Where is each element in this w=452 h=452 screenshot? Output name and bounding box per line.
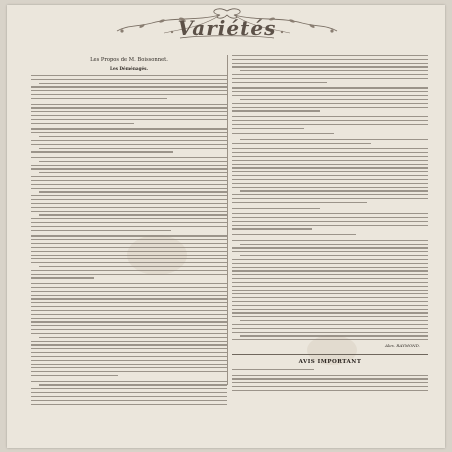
text-line bbox=[31, 302, 227, 303]
text-line bbox=[232, 375, 428, 376]
text-line bbox=[31, 291, 227, 292]
text-line bbox=[39, 191, 227, 192]
text-line bbox=[31, 360, 227, 361]
text-line bbox=[240, 139, 428, 140]
column-divider bbox=[227, 55, 228, 385]
text-line bbox=[232, 217, 428, 218]
text-line bbox=[240, 255, 428, 256]
right-column bbox=[232, 55, 428, 394]
text-line bbox=[31, 180, 227, 181]
text-line bbox=[39, 384, 227, 385]
text-line bbox=[232, 305, 428, 306]
text-line bbox=[240, 190, 428, 191]
text-line bbox=[240, 320, 428, 321]
text-line bbox=[31, 165, 227, 166]
text-line bbox=[39, 148, 227, 149]
text-line bbox=[31, 188, 227, 189]
article-signature: Alex. RAYMOND. bbox=[385, 343, 420, 349]
text-line bbox=[31, 314, 227, 315]
text-line bbox=[232, 274, 428, 275]
text-line bbox=[232, 171, 428, 172]
text-line bbox=[232, 324, 428, 325]
text-line bbox=[31, 79, 227, 80]
text-line bbox=[31, 396, 227, 397]
text-line bbox=[31, 168, 227, 169]
text-line bbox=[232, 66, 428, 67]
text-line bbox=[232, 251, 428, 252]
text-line bbox=[232, 63, 428, 64]
text-line bbox=[232, 247, 428, 248]
text-line bbox=[31, 367, 227, 368]
text-line bbox=[232, 316, 428, 317]
text-line bbox=[232, 290, 428, 291]
text-line bbox=[232, 221, 428, 222]
text-line bbox=[31, 211, 227, 212]
text-line bbox=[232, 103, 428, 104]
text-line bbox=[31, 157, 227, 158]
text-line bbox=[232, 110, 320, 111]
text-line bbox=[232, 179, 428, 180]
text-line bbox=[31, 128, 227, 129]
left-column bbox=[31, 55, 227, 407]
text-line bbox=[31, 287, 227, 288]
text-line bbox=[31, 151, 173, 152]
text-line bbox=[31, 132, 227, 133]
text-line bbox=[232, 87, 428, 88]
text-line bbox=[232, 59, 428, 60]
text-line bbox=[31, 262, 227, 263]
text-line bbox=[31, 140, 227, 141]
text-line bbox=[232, 234, 356, 235]
text-line bbox=[31, 195, 227, 196]
text-line bbox=[232, 116, 428, 117]
text-line bbox=[31, 115, 227, 116]
newspaper-page bbox=[7, 5, 445, 448]
text-line bbox=[31, 356, 227, 357]
text-line bbox=[240, 70, 428, 71]
text-line bbox=[31, 98, 167, 99]
text-line bbox=[31, 247, 227, 248]
text-line bbox=[232, 91, 428, 92]
text-line bbox=[31, 283, 227, 284]
text-line bbox=[31, 90, 227, 91]
text-line bbox=[232, 107, 428, 108]
text-line bbox=[31, 235, 227, 236]
article-heading: Les Propos de M. Boissonnet. bbox=[90, 57, 168, 63]
text-line bbox=[39, 161, 227, 162]
text-line bbox=[31, 306, 227, 307]
text-line bbox=[31, 333, 227, 334]
text-line bbox=[31, 222, 227, 223]
text-line bbox=[232, 369, 314, 370]
text-line bbox=[31, 321, 227, 322]
notice-body-text bbox=[232, 369, 428, 391]
text-line bbox=[232, 152, 428, 153]
text-line bbox=[31, 325, 227, 326]
text-line bbox=[232, 167, 428, 168]
text-line bbox=[232, 95, 428, 96]
text-line bbox=[232, 148, 428, 149]
text-line bbox=[39, 214, 227, 215]
text-line bbox=[31, 375, 118, 376]
masthead-title: Variétés bbox=[177, 16, 277, 40]
text-line bbox=[232, 120, 428, 121]
text-line bbox=[232, 301, 428, 302]
text-line bbox=[31, 251, 227, 252]
text-line bbox=[232, 208, 320, 209]
text-line bbox=[232, 74, 428, 75]
text-line bbox=[31, 329, 227, 330]
text-line bbox=[31, 144, 227, 145]
text-line bbox=[232, 124, 428, 125]
text-line bbox=[232, 82, 327, 83]
text-line bbox=[39, 172, 227, 173]
text-line bbox=[31, 176, 227, 177]
text-line bbox=[232, 183, 428, 184]
text-line bbox=[39, 337, 227, 338]
text-line bbox=[232, 390, 428, 391]
text-line bbox=[232, 328, 428, 329]
text-line bbox=[232, 198, 428, 199]
text-line bbox=[31, 199, 227, 200]
article-body-text bbox=[232, 55, 428, 340]
text-line bbox=[232, 164, 428, 165]
notice-title: AVIS IMPORTANT bbox=[298, 359, 362, 366]
text-line bbox=[31, 371, 227, 372]
text-line bbox=[232, 175, 428, 176]
text-line bbox=[31, 364, 227, 365]
text-line bbox=[232, 297, 428, 298]
text-line bbox=[31, 381, 227, 382]
article-body-text bbox=[31, 75, 227, 405]
masthead bbox=[102, 7, 352, 43]
text-line bbox=[232, 156, 428, 157]
text-line bbox=[31, 255, 227, 256]
text-line bbox=[31, 94, 227, 95]
text-line bbox=[232, 382, 428, 383]
text-line bbox=[31, 298, 227, 299]
text-line bbox=[31, 341, 227, 342]
text-line bbox=[31, 123, 134, 124]
text-line bbox=[232, 309, 428, 310]
text-line bbox=[232, 339, 428, 340]
text-line bbox=[232, 187, 428, 188]
text-line bbox=[232, 286, 428, 287]
text-line bbox=[31, 230, 171, 231]
text-line bbox=[232, 282, 428, 283]
text-line bbox=[232, 128, 304, 129]
text-line bbox=[240, 244, 428, 245]
text-line bbox=[31, 344, 227, 345]
text-line bbox=[232, 143, 371, 144]
text-line bbox=[31, 348, 227, 349]
text-line bbox=[39, 266, 227, 267]
text-line bbox=[31, 86, 227, 87]
text-line bbox=[232, 55, 428, 56]
text-line bbox=[31, 392, 227, 393]
text-line bbox=[39, 136, 227, 137]
text-line bbox=[232, 278, 428, 279]
notice-divider bbox=[232, 354, 428, 355]
text-line bbox=[31, 404, 227, 405]
text-line bbox=[232, 293, 428, 294]
text-line bbox=[232, 228, 312, 229]
text-line bbox=[232, 312, 428, 313]
text-line bbox=[31, 318, 227, 319]
text-line bbox=[232, 78, 428, 79]
text-line bbox=[31, 107, 227, 108]
text-line bbox=[232, 259, 428, 260]
text-line bbox=[31, 203, 227, 204]
text-line bbox=[31, 258, 227, 259]
text-line bbox=[31, 207, 227, 208]
text-line bbox=[232, 225, 428, 226]
text-line bbox=[232, 378, 428, 379]
text-line bbox=[31, 400, 227, 401]
text-line bbox=[232, 270, 428, 271]
text-line bbox=[232, 267, 428, 268]
text-line bbox=[31, 75, 227, 76]
text-line bbox=[232, 332, 428, 333]
text-line bbox=[240, 335, 428, 336]
text-line bbox=[232, 240, 428, 241]
text-line bbox=[31, 277, 94, 278]
text-line bbox=[31, 119, 227, 120]
text-line bbox=[31, 184, 227, 185]
text-line bbox=[31, 111, 227, 112]
text-line bbox=[31, 310, 227, 311]
text-line bbox=[31, 274, 227, 275]
text-line bbox=[232, 263, 428, 264]
text-line bbox=[31, 270, 227, 271]
text-line bbox=[31, 104, 227, 105]
text-line bbox=[232, 133, 334, 134]
text-line bbox=[232, 160, 428, 161]
text-line bbox=[232, 194, 428, 195]
text-line bbox=[232, 213, 428, 214]
article-subheading: Les Déménagés. bbox=[110, 66, 148, 71]
text-line bbox=[31, 295, 227, 296]
text-line bbox=[31, 352, 227, 353]
text-line bbox=[31, 218, 227, 219]
text-line bbox=[232, 202, 367, 203]
text-line bbox=[240, 99, 428, 100]
text-line bbox=[31, 243, 227, 244]
text-line bbox=[31, 226, 227, 227]
text-line bbox=[31, 388, 227, 389]
text-line bbox=[232, 386, 428, 387]
text-line bbox=[39, 83, 227, 84]
text-line bbox=[31, 239, 227, 240]
